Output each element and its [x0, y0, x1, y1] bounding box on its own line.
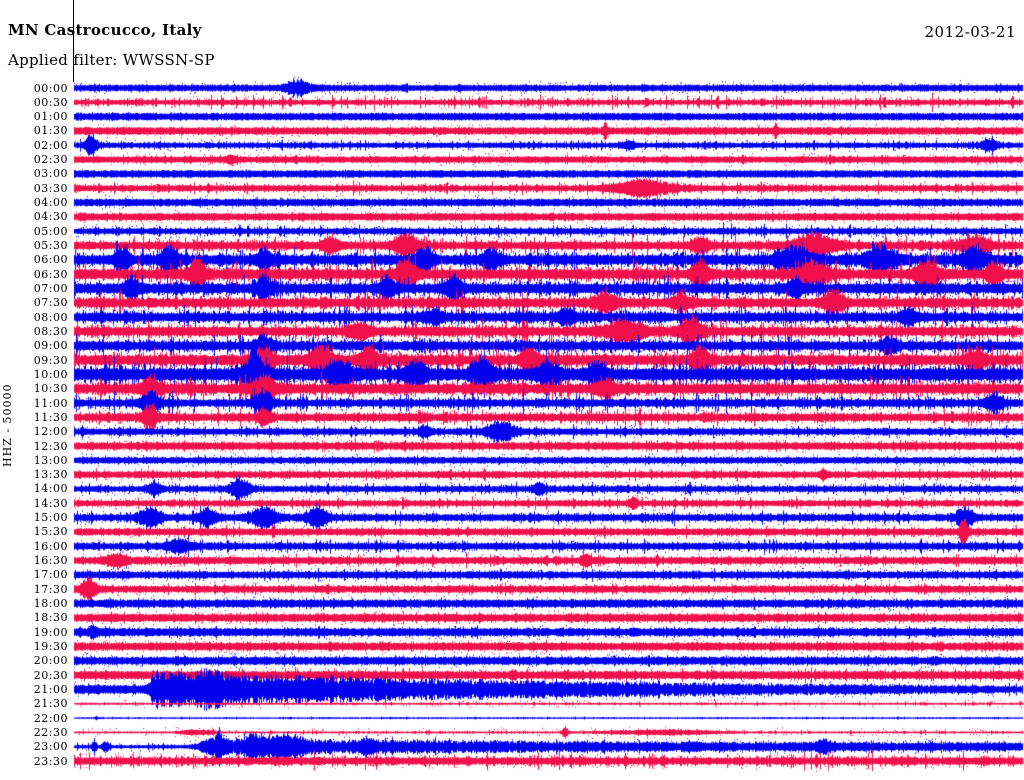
time-label: 15:00 [33, 511, 68, 525]
time-label: 03:00 [33, 167, 68, 181]
time-label: 15:30 [33, 525, 68, 539]
time-label: 18:30 [33, 611, 68, 625]
time-label: 14:30 [33, 496, 68, 510]
time-label: 19:00 [33, 625, 68, 639]
time-label: 11:30 [33, 410, 68, 424]
time-label: 23:30 [33, 754, 68, 768]
time-label: 06:30 [33, 267, 68, 281]
time-label: 16:00 [33, 539, 68, 553]
date-label: 2012-03-21 [924, 23, 1016, 41]
time-label: 21:30 [33, 697, 68, 711]
time-label: 05:30 [33, 239, 68, 253]
time-label: 14:00 [33, 482, 68, 496]
time-label: 03:30 [33, 181, 68, 195]
time-label: 20:30 [33, 668, 68, 682]
time-labels [0, 0, 68, 780]
time-label: 08:30 [33, 324, 68, 338]
time-label: 01:30 [33, 124, 68, 138]
time-label: 16:30 [33, 554, 68, 568]
time-label: 13:00 [33, 453, 68, 467]
time-label: 00:30 [33, 95, 68, 109]
time-label: 11:00 [33, 396, 68, 410]
time-label: 06:00 [33, 253, 68, 267]
time-label: 02:00 [33, 138, 68, 152]
time-label: 22:00 [33, 711, 68, 725]
time-label: 04:00 [33, 196, 68, 210]
time-label: 08:00 [33, 310, 68, 324]
time-label: 23:00 [33, 740, 68, 754]
time-label: 13:30 [33, 468, 68, 482]
time-label: 21:00 [33, 682, 68, 696]
time-label: 09:30 [33, 353, 68, 367]
time-label: 12:00 [33, 425, 68, 439]
filter-label: Applied filter: WWSSN-SP [8, 51, 215, 69]
channel-scale-label: HHZ - 50000 [1, 383, 14, 467]
time-label: 17:00 [33, 568, 68, 582]
time-label: 07:00 [33, 281, 68, 295]
time-label: 09:00 [33, 339, 68, 353]
time-label: 02:30 [33, 153, 68, 167]
time-label: 00:00 [33, 81, 68, 95]
time-label: 18:00 [33, 597, 68, 611]
time-label: 19:30 [33, 639, 68, 653]
time-label: 10:00 [33, 367, 68, 381]
time-label: 04:30 [33, 210, 68, 224]
time-label: 05:00 [33, 224, 68, 238]
station-name: MN Castrocucco, Italy [8, 21, 202, 39]
time-label: 01:00 [33, 110, 68, 124]
time-label: 20:00 [33, 654, 68, 668]
time-label: 07:30 [33, 296, 68, 310]
time-label: 10:30 [33, 382, 68, 396]
time-label: 17:30 [33, 582, 68, 596]
time-label: 22:30 [33, 725, 68, 739]
plot-left-border [73, 0, 74, 82]
time-label: 12:30 [33, 439, 68, 453]
